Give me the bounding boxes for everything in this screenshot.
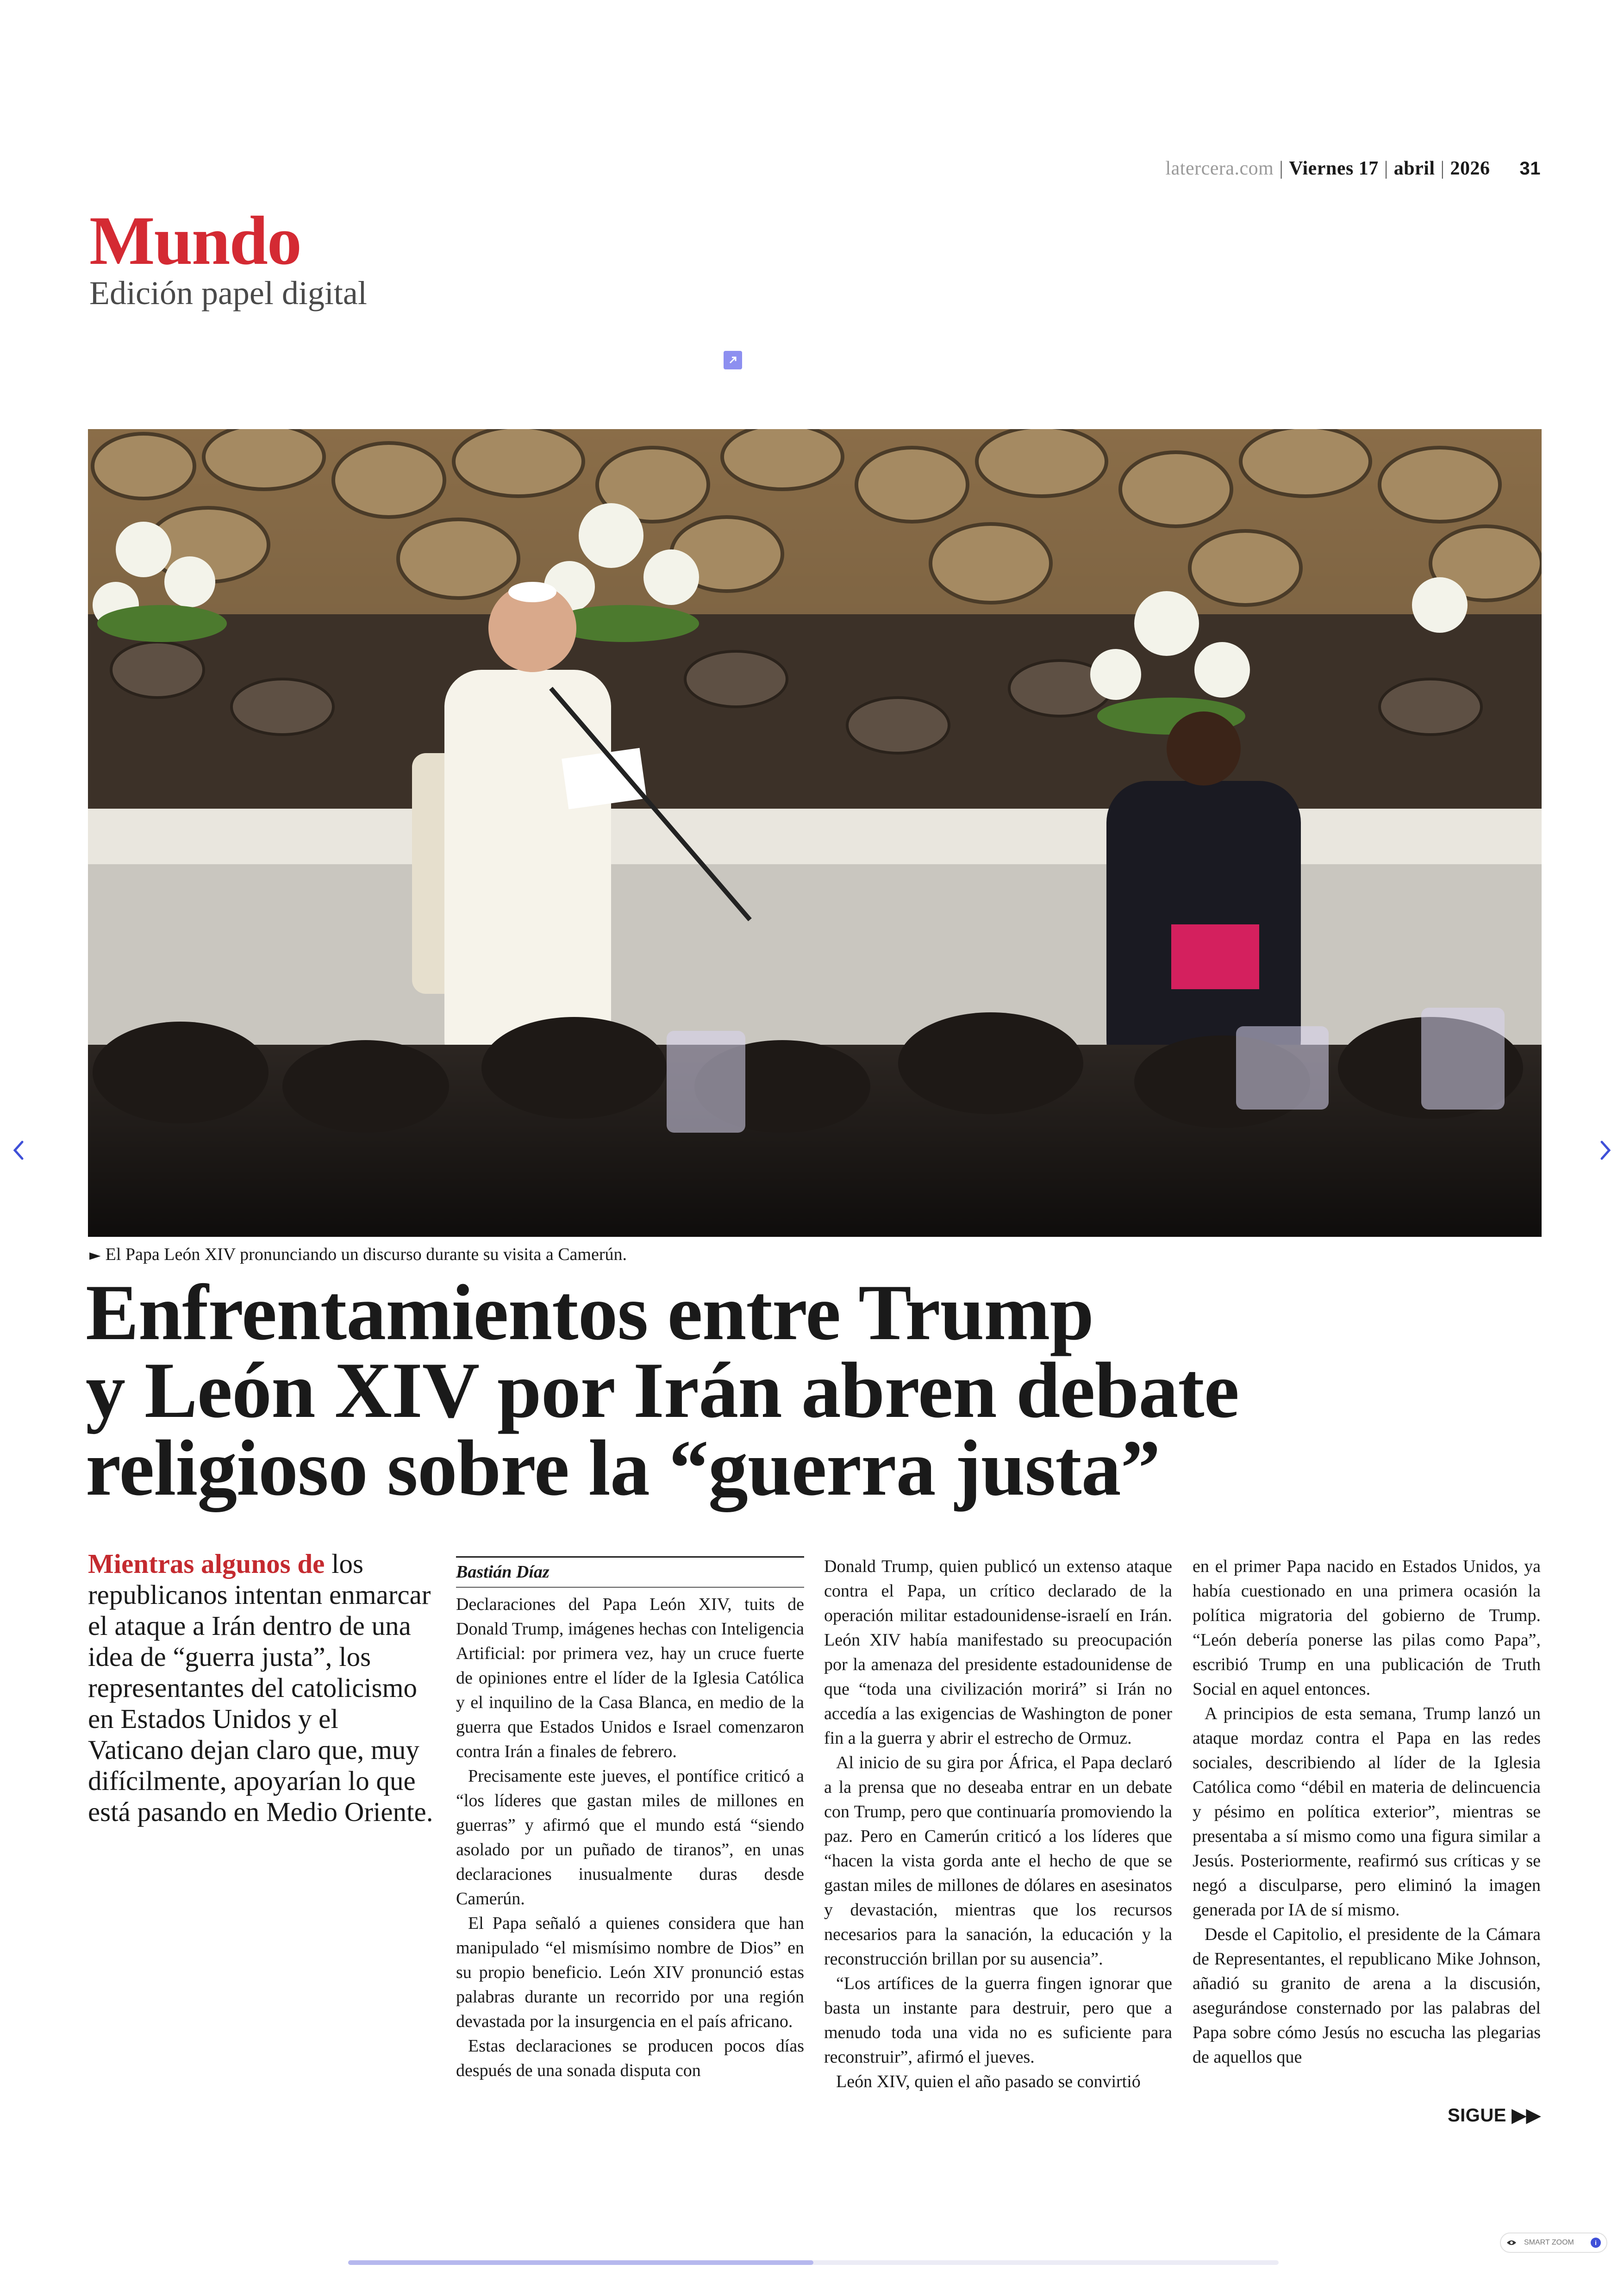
date-year: 2026	[1450, 158, 1490, 179]
article-column-2	[824, 1554, 1172, 2094]
page-progress-bar[interactable]	[348, 2260, 1279, 2265]
article-lede	[88, 1548, 440, 1827]
date-month: abril	[1393, 158, 1435, 179]
smart-zoom-label: SMART ZOOM	[1524, 2239, 1574, 2246]
paragraph: El Papa señaló a quienes considera que han manipulado “el mismísimo nombre de Dios” en su propio beneficio. León XIV pronunció estas palabras durante un recorrido por una región devastada por la insurgencia en el país africano.	[456, 1914, 804, 2031]
info-icon[interactable]: i	[1591, 2238, 1601, 2248]
paragraph: A principios de esta semana, Trump lanzó un ataque mordaz contra el Papa en las redes sociales, describiendo al líder de la Iglesia Católica como “débil en materia de delincuencia y pésimo en política exterior”, mientras se presentaba a sí mismo como una figura similar a Jesús. Posteriormente, reafirmó sus críticas y se negó a disculparse, pero eliminó la imagen generada por IA de sí mismo.	[1193, 1704, 1541, 1920]
byline-divider	[456, 1587, 804, 1588]
page-number: 31	[1519, 158, 1541, 179]
paragraph: “Los artífices de la guerra fingen ignorar que basta un instante para destruir, pero que a menudo toda una vida no es suficiente para reconstruir”, afirmó el jueves.	[824, 1974, 1172, 2067]
article-photo	[88, 429, 1542, 1237]
separator: |	[1440, 158, 1445, 179]
progress-fill	[348, 2260, 813, 2265]
previous-page-button[interactable]	[5, 1134, 32, 1166]
paragraph: Al inicio de su gira por África, el Papa declaró a la prensa que no deseaba entrar en un debate con Trump, pero que continuaría promoviendo la paz. Pero en Camerún criticó a los líderes que “hacen la vista gorda ante el hecho de que se gastan miles de millones de dólares en asesinatos y devastación, mientras que los recursos necesarios para la sanación, la educación y la reconstrucción brillan por su ausencia”.	[824, 1753, 1172, 1969]
paragraph: Precisamente este jueves, el pontífice criticó a “los líderes que gastan miles de millones en guerras” y afirmó que el mundo está “siendo asolado por un puñado de tiranos”, en unas declaraciones inusualmente duras desde Camerún.	[456, 1766, 804, 1908]
separator: |	[1384, 158, 1388, 179]
byline: Bastián Díaz	[456, 1562, 550, 1582]
section-title: Mundo	[89, 202, 301, 279]
byline-divider	[456, 1556, 804, 1558]
separator: |	[1279, 158, 1284, 179]
smart-zoom-button[interactable]	[1500, 2233, 1607, 2253]
article-column-1	[456, 1592, 804, 2083]
masthead	[1165, 157, 1541, 180]
paragraph: León XIV, quien el año pasado se convirtió	[836, 2072, 1141, 2091]
caption-marker: ►	[89, 1246, 101, 1264]
paragraph: en el primer Papa nacido en Estados Unidos, ya había cuestionado en una primera ocasión la política migratoria del gobierno de Trump. “León debería ponerse las pilas como Papa”, escribió Trump en una publicación de Truth Social en aquel entonces.	[1193, 1557, 1541, 1699]
section-subtitle: Edición papel digital	[89, 274, 367, 312]
paragraph: Estas declaraciones se producen pocos días después de una sonada disputa con	[456, 2036, 804, 2080]
site-name[interactable]: latercera.com	[1165, 158, 1274, 179]
article-column-3	[1193, 1554, 1541, 2070]
headline-line: Enfrentamientos entre Trump	[86, 1269, 1094, 1357]
zoom-widget-icon[interactable]	[724, 351, 742, 369]
next-page-button[interactable]	[1592, 1134, 1619, 1166]
paragraph: Declaraciones del Papa León XIV, tuits de Donald Trump, imágenes hechas con Inteligencia Artificial: por primera vez, hay un cruce fuerte de opiniones entre el líder de la Iglesia Católica y el inquilino de la Casa Blanca, en medio de la guerra que Estados Unidos e Israel comenzaron contra Irán a finales de febrero.	[456, 1595, 804, 1761]
continue-label: SIGUE ▶▶	[1448, 2105, 1541, 2126]
headline-line: y León XIV por Irán abren debate	[86, 1347, 1239, 1434]
caption-text: El Papa León XIV pronunciando un discurso durante su visita a Camerún.	[105, 1245, 627, 1264]
headline-line: religioso sobre la “guerra justa”	[86, 1424, 1160, 1512]
eye-icon	[1506, 2239, 1517, 2246]
lede-text: los republicanos intentan enmarcar el ataque a Irán dentro de una idea de “guerra justa”, los representantes del catolicismo en Estados Unidos y el Vaticano dejan claro que, muy difícilmente, apoyarían lo que está pasando en Medio Oriente.	[88, 1548, 433, 1827]
article-headline	[86, 1269, 1428, 1512]
lede-highlight: Mientras algunos de	[88, 1548, 325, 1579]
paragraph: Donald Trump, quien publicó un extenso ataque contra el Papa, un crítico declarado de la operación militar estadounidense-israelí en Irán. León XIV había manifestado su preocupación por la amenaza del presidente estadounidense de que “toda una civilización morirá” si Irán no accedía a las exigencias de Washington de poner fin a la guerra y abrir el estrecho de Ormuz.	[824, 1557, 1172, 1748]
chevron-left-icon	[12, 1139, 25, 1161]
chevron-right-icon	[1599, 1139, 1612, 1161]
paragraph: Desde el Capitolio, el presidente de la Cámara de Representantes, el republicano Mike Johnson, añadió su granito de arena a la discusión, asegurándose consternado por las palabras del Papa sobre cómo Jesús no escucha las plegarias de aquellos que	[1193, 1925, 1541, 2067]
photo-caption	[89, 1244, 627, 1265]
date-day: Viernes 17	[1289, 158, 1379, 179]
